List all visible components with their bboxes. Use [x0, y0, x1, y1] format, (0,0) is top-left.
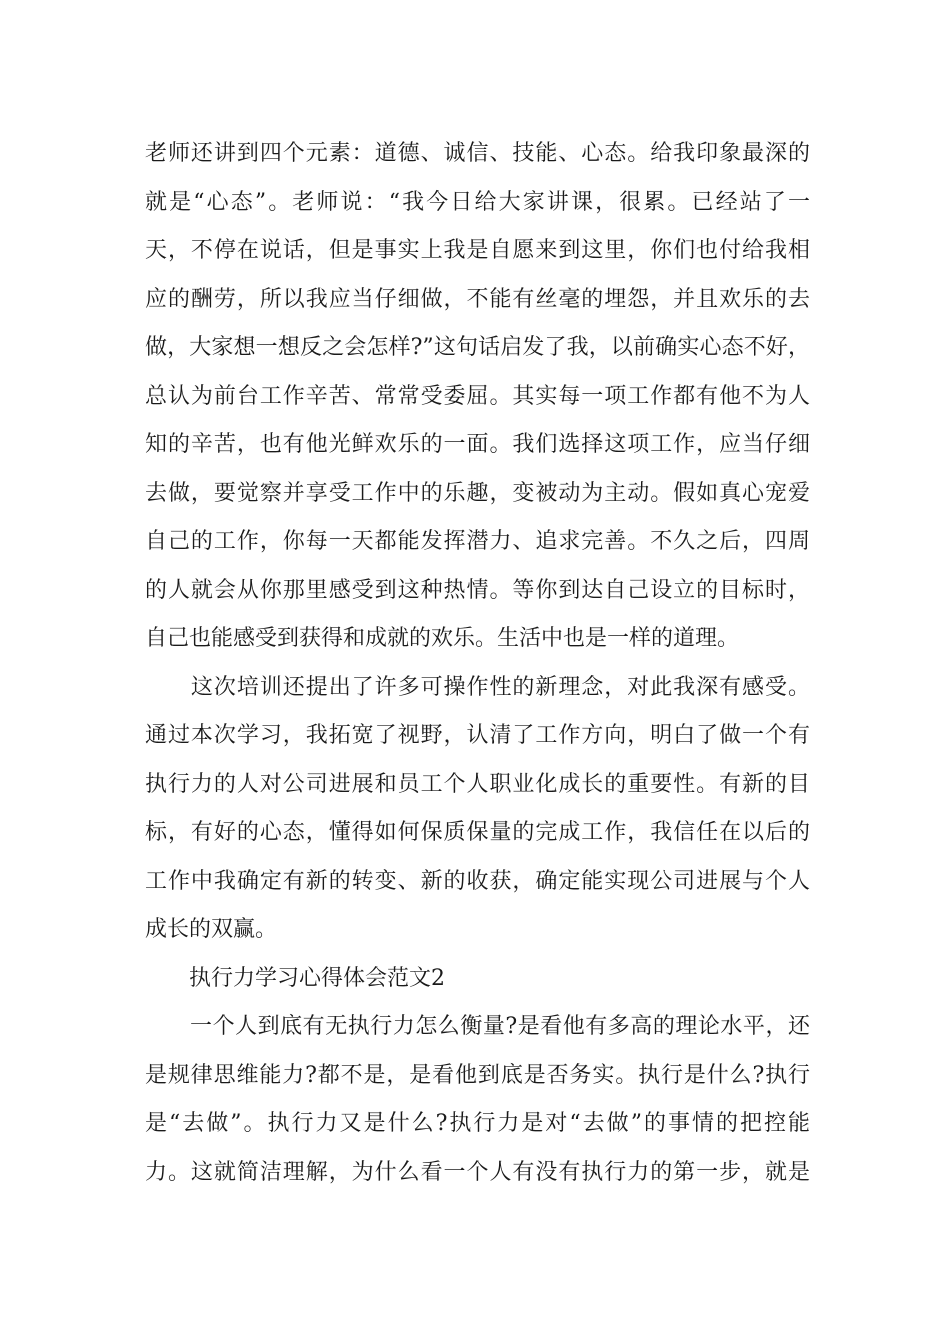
text-line: 就是“心态”。老师说：“我今日给大家讲课，很累。已经站了一	[145, 189, 810, 215]
text-line: 这次培训还提出了许多可操作性的新理念，对此我深有感受。	[145, 674, 810, 700]
text-line: 是“去做”。执行力又是什么?执行力是对“去做”的事情的把控能	[145, 1111, 810, 1136]
text-line: 总认为前台工作辛苦、常常受委屈。其实每一项工作都有他不为人	[145, 383, 810, 409]
text-line: 应的酬劳，所以我应当仔细做，不能有丝毫的埋怨，并且欢乐的去	[145, 286, 810, 312]
text-line: 一个人到底有无执行力怎么衡量?是看他有多高的理论水平，还	[145, 1014, 810, 1039]
text-line: 执行力的人对公司进展和员工个人职业化成长的重要性。有新的目	[145, 771, 810, 797]
text-line: 力。这就简洁理解，为什么看一个人有没有执行力的第一步，就是	[145, 1159, 810, 1185]
text-line: 自己的工作，你每一天都能发挥潜力、追求完善。不久之后，四周	[145, 529, 810, 554]
text-line: 天，不停在说话，但是事实上我是自愿来到这里，你们也付给我相	[145, 238, 810, 263]
text-line: 老师还讲到四个元素：道德、诚信、技能、心态。给我印象最深的	[145, 141, 810, 166]
text-line: 通过本次学习，我拓宽了视野，认清了工作方向，明白了做一个有	[145, 723, 810, 748]
text-line: 是规律思维能力?都不是，是看他到底是否务实。执行是什么?执行	[145, 1062, 810, 1088]
text-line: 做，大家想一想反之会怎样?”这句话启发了我，以前确实心态不好，	[145, 335, 810, 360]
text-line: 工作中我确定有新的转变、新的收获，确定能实现公司进展与个人	[145, 868, 810, 894]
text-line: 成长的双赢。	[145, 917, 278, 942]
text-line: 知的辛苦，也有他光鲜欢乐的一面。我们选择这项工作，应当仔细	[145, 432, 810, 457]
body-text	[145, 130, 810, 1197]
text-line: 自己也能感受到获得和成就的欢乐。生活中也是一样的道理。	[145, 626, 740, 651]
section-heading: 执行力学习心得体会范文2	[145, 965, 445, 991]
text-line: 去做，要觉察并享受工作中的乐趣，变被动为主动。假如真心宠爱	[145, 480, 810, 506]
text-line: 标，有好的心态，懂得如何保质保量的完成工作，我信任在以后的	[145, 820, 810, 845]
text-line: 的人就会从你那里感受到这种热情。等你到达自己设立的目标时，	[145, 577, 810, 603]
